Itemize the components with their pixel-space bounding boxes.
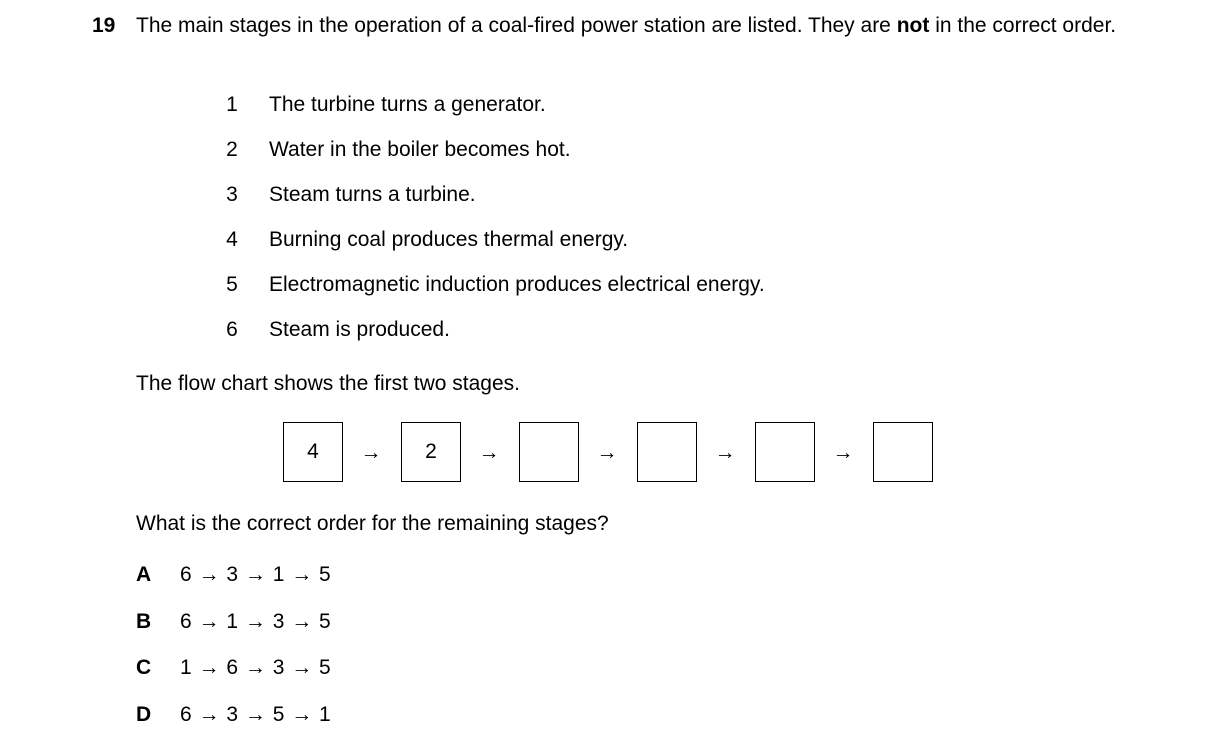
flow-arrow: → <box>596 441 618 464</box>
stage-number: 6 <box>226 318 238 341</box>
stage-text: Steam is produced. <box>269 318 450 341</box>
option-letter: C <box>136 656 152 679</box>
flow-arrow: → <box>832 441 854 464</box>
flow-arrow: → <box>714 441 736 464</box>
stage-number: 4 <box>226 228 238 251</box>
flow-box: 2 <box>401 422 461 482</box>
flow-box-empty[interactable] <box>637 422 697 482</box>
stem-emphasis: not <box>896 14 930 37</box>
option-text: 6 → 3 → 5 → 1 <box>180 703 332 726</box>
flow-arrow: → <box>478 441 500 464</box>
stage-text: Burning coal produces thermal energy. <box>269 228 629 251</box>
stage-number: 5 <box>226 273 238 296</box>
stage-text: Water in the boiler becomes hot. <box>269 138 571 161</box>
question-prompt: What is the correct order for the remaining stages? <box>136 512 609 535</box>
stem-text-before: The main stages in the operation of a coal-fired power station are listed. They are <box>136 14 897 37</box>
flow-box-empty[interactable] <box>873 422 933 482</box>
question-number: 19 <box>92 14 116 37</box>
stage-text: Steam turns a turbine. <box>269 183 476 206</box>
flow-box-empty[interactable] <box>755 422 815 482</box>
option-letter: D <box>136 703 152 726</box>
stage-text: Electromagnetic induction produces electrical energy. <box>269 273 765 296</box>
flow-box-empty[interactable] <box>519 422 579 482</box>
option-text: 6 → 1 → 3 → 5 <box>180 610 332 633</box>
question-stem <box>136 13 1124 39</box>
stage-number: 1 <box>226 93 238 116</box>
flow-chart-intro: The flow chart shows the first two stages. <box>136 372 520 395</box>
option-letter: B <box>136 610 152 633</box>
flow-box: 4 <box>283 422 343 482</box>
option-text: 6 → 3 → 1 → 5 <box>180 563 332 586</box>
stage-number: 2 <box>226 138 238 161</box>
stage-text: The turbine turns a generator. <box>269 93 546 116</box>
flow-arrow: → <box>360 441 382 464</box>
option-letter: A <box>136 563 152 586</box>
stage-number: 3 <box>226 183 238 206</box>
stem-text-after: in the correct order. <box>929 14 1117 37</box>
option-text: 1 → 6 → 3 → 5 <box>180 656 332 679</box>
